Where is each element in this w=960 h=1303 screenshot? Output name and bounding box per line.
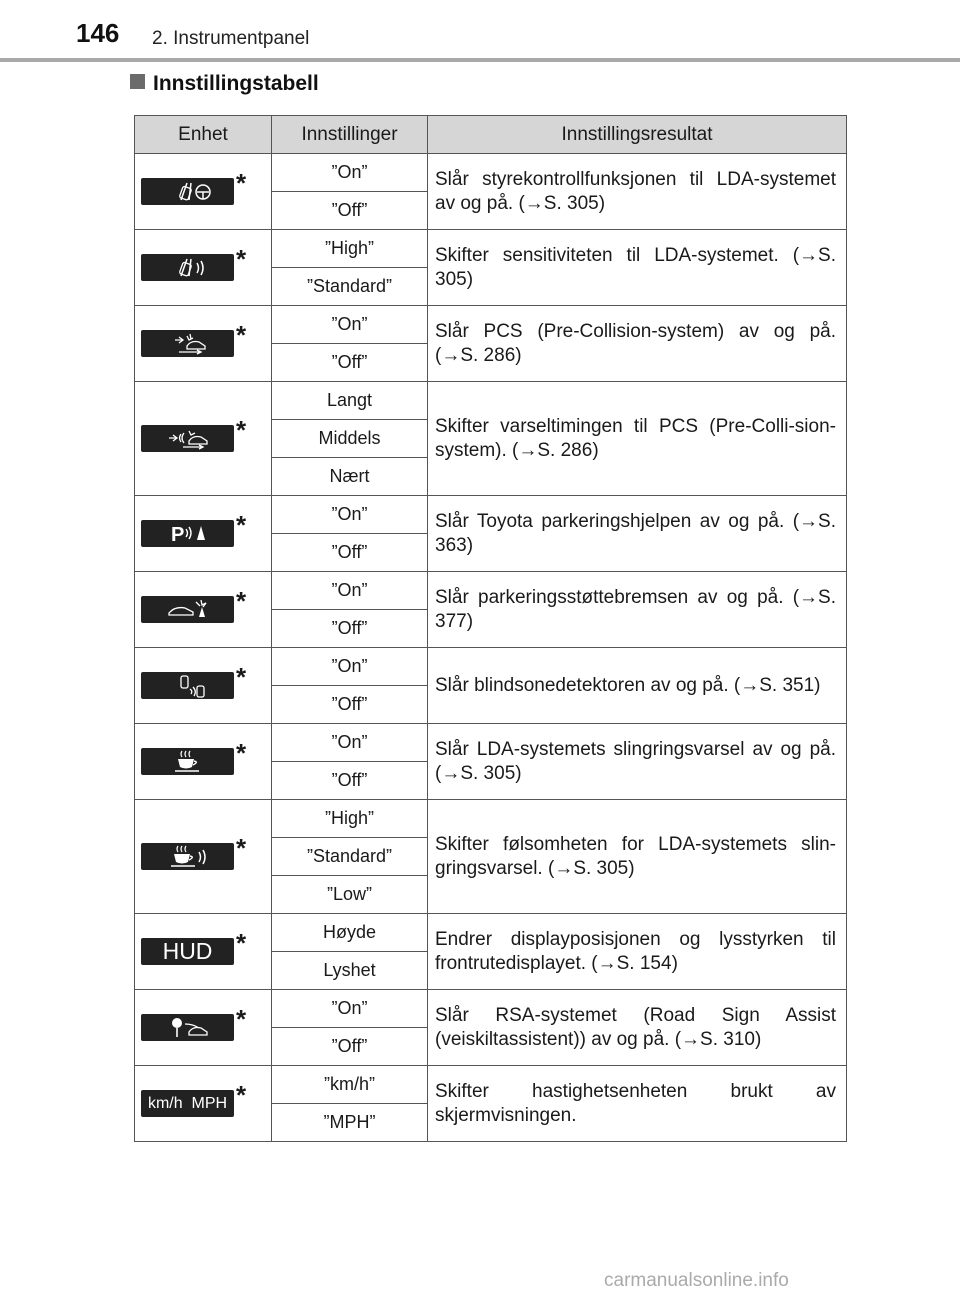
pcs-icon: [141, 330, 234, 357]
svg-text:P: P: [171, 524, 185, 546]
setting-result: Slår styrekontrollfunksjonen til LDA-systemet av og på. (→S. 305): [428, 154, 847, 230]
setting-value: Middels: [272, 420, 428, 458]
table-row: [135, 800, 847, 838]
header-rule: [0, 58, 960, 62]
table-row: [135, 306, 847, 344]
setting-value: ”High”: [272, 230, 428, 268]
asterisk: *: [236, 586, 247, 616]
blind-spot-monitor-icon: [141, 672, 234, 699]
table-row: [135, 230, 847, 268]
setting-result: Slår parkeringsstøttebremsen av og på. (→S. 377): [428, 572, 847, 648]
square-bullet-icon: [130, 74, 145, 89]
setting-value: Lyshet: [272, 952, 428, 990]
unit-cell: [135, 572, 272, 648]
column-header-unit: Enhet: [135, 116, 272, 154]
parking-support-brake-icon: [141, 596, 234, 623]
setting-result: Skifter sensitiviteten til LDA-systemet. (→S. 305): [428, 230, 847, 306]
column-header-settings: Innstillinger: [272, 116, 428, 154]
setting-value: ”Off”: [272, 534, 428, 572]
hud-icon: HUD: [141, 938, 234, 965]
asterisk: *: [236, 738, 247, 768]
setting-value: ”High”: [272, 800, 428, 838]
chapter-title: 2. Instrumentpanel: [152, 28, 310, 49]
setting-value: ”km/h”: [272, 1066, 428, 1104]
table-row: [135, 154, 847, 192]
asterisk: *: [236, 1004, 247, 1034]
setting-value: ”Off”: [272, 344, 428, 382]
unit-cell: [135, 306, 272, 382]
table-row: [135, 648, 847, 686]
setting-value: ”On”: [272, 648, 428, 686]
asterisk: *: [236, 168, 247, 198]
parking-assist-icon: [141, 520, 234, 547]
unit-cell: [135, 154, 272, 230]
setting-result: Endrer displayposisjonen og lysstyrken til frontrutedisplayet. (→S. 154): [428, 914, 847, 990]
asterisk: *: [236, 320, 247, 350]
unit-cell: [135, 382, 272, 496]
table-row: [135, 496, 847, 534]
setting-value: ”Low”: [272, 876, 428, 914]
setting-value: ”Off”: [272, 192, 428, 230]
asterisk: *: [236, 244, 247, 274]
setting-value: ”On”: [272, 572, 428, 610]
lda-sensitivity-icon: [141, 254, 234, 281]
sway-warning-sensitivity-icon: [141, 843, 234, 870]
setting-value: Høyde: [272, 914, 428, 952]
asterisk: *: [236, 662, 247, 692]
asterisk: *: [236, 833, 247, 863]
speed-unit-icon: km/h MPH: [141, 1090, 234, 1117]
unit-cell: [135, 724, 272, 800]
sway-warning-icon: [141, 748, 234, 775]
section-title: Innstillingstabell: [153, 72, 319, 95]
unit-cell: [135, 230, 272, 306]
table-row: [135, 990, 847, 1028]
setting-value: ”On”: [272, 990, 428, 1028]
setting-result: Slår RSA-systemet (Road Sign Assist (veiskiltassistent)) av og på. (→S. 310): [428, 990, 847, 1066]
setting-value: ”On”: [272, 496, 428, 534]
column-header-result: Innstillingsresultat: [428, 116, 847, 154]
setting-result: Slår blindsonedetektoren av og på. (→S. 351): [428, 648, 847, 724]
table-row: [135, 1066, 847, 1104]
lda-steering-control-icon: [141, 178, 234, 205]
setting-result: Skifter følsomheten for LDA-systemets slin-gringsvarsel. (→S. 305): [428, 800, 847, 914]
setting-value: ”MPH”: [272, 1104, 428, 1142]
unit-cell: [135, 914, 272, 990]
unit-cell: [135, 800, 272, 914]
unit-cell: [135, 496, 272, 572]
page-header: [0, 0, 960, 60]
setting-value: ”Standard”: [272, 268, 428, 306]
table-row: [135, 724, 847, 762]
unit-cell: [135, 990, 272, 1066]
table-row: [135, 572, 847, 610]
setting-value: ”Off”: [272, 762, 428, 800]
setting-result: Slår LDA-systemets slingringsvarsel av og på. (→S. 305): [428, 724, 847, 800]
setting-result: Slår PCS (Pre-Collision-system) av og på. (→S. 286): [428, 306, 847, 382]
page-number: 146: [76, 18, 120, 48]
unit-cell: [135, 648, 272, 724]
settings-table: [134, 115, 847, 1142]
setting-value: ”On”: [272, 724, 428, 762]
asterisk: *: [236, 928, 247, 958]
asterisk: *: [236, 415, 247, 445]
table-row: [135, 382, 847, 420]
pcs-warning-timing-icon: [141, 425, 234, 452]
setting-value: ”Off”: [272, 1028, 428, 1066]
setting-result: Skifter hastighetsenheten brukt av skjermvisningen.: [428, 1066, 847, 1142]
unit-cell: [135, 1066, 272, 1142]
setting-value: ”Off”: [272, 610, 428, 648]
asterisk: *: [236, 1080, 247, 1110]
setting-result: Skifter varseltimingen til PCS (Pre-Colli-sion-system). (→S. 286): [428, 382, 847, 496]
setting-result: Slår Toyota parkeringshjelpen av og på. (→S. 363): [428, 496, 847, 572]
watermark: carmanualsonline.info: [604, 1270, 789, 1291]
setting-value: ”Off”: [272, 686, 428, 724]
setting-value: Nært: [272, 458, 428, 496]
road-sign-assist-icon: [141, 1014, 234, 1041]
setting-value: ”On”: [272, 154, 428, 192]
setting-value: ”Standard”: [272, 838, 428, 876]
table-row: [135, 914, 847, 952]
table-header-row: [135, 116, 847, 154]
asterisk: *: [236, 510, 247, 540]
setting-value: ”On”: [272, 306, 428, 344]
section-heading: [130, 72, 319, 96]
setting-value: Langt: [272, 382, 428, 420]
